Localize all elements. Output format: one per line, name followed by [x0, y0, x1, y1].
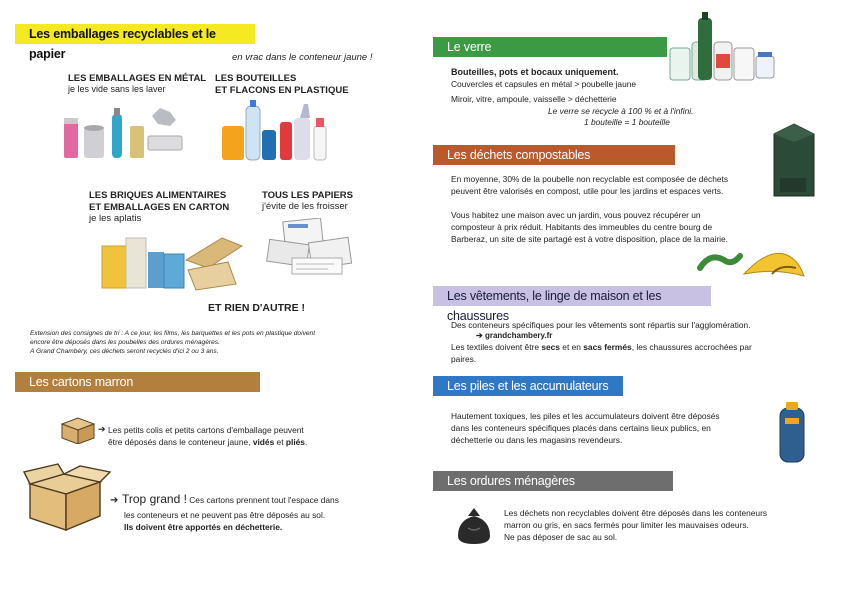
compost-p2-line-2: composteur à prix réduit. Habitants des immeubles du centre bourg de [451, 222, 713, 232]
compost-p1-line-2: peuvent être valorisés en compost, utile pour les jardins et espaces verts. [451, 186, 724, 196]
compost-p2-line-1: Vous habitez une maison avec un jardin, vous pouvez récupérer un [451, 210, 701, 220]
clothes-link-text[interactable]: grandchambery.fr [484, 331, 553, 340]
batteries-line-1: Hautement toxiques, les piles et les accumulateurs doivent être déposés [451, 411, 720, 421]
batteries-heading: Les piles et les accumulateurs [433, 376, 623, 396]
glass-jars-illustration [668, 12, 778, 84]
too-big-text-2: les conteneurs et ne peuvent pas être déposés au sol. [124, 510, 326, 520]
plastic-category-title-1: LES BOUTEILLES [215, 73, 297, 84]
compost-heading: Les déchets compostables [433, 145, 675, 165]
small-cartons-emptied: vidés [252, 437, 275, 447]
small-cartons-text-1: Les petits colis et petits cartons d'emballage peuvent [108, 425, 304, 435]
papers-category-hint: j'évite de les froisser [262, 201, 348, 212]
large-box-icon [22, 462, 114, 532]
metal-category-hint: je les vide sans les laver [68, 84, 166, 94]
clothes-link[interactable]: ➔ grandchambery.fr [476, 331, 553, 340]
food-scraps-illustration [694, 244, 808, 284]
sorting-extension-note-1: Extension des consignes de tri : A ce jour, les films, les barquettes et les pots en plastique doivent [30, 330, 316, 337]
household-line-1: Les déchets non recyclables doivent être déposés dans les conteneurs [504, 508, 768, 518]
glass-line-4: Le verre se recycle à 100 % et à l'infini. [548, 106, 694, 116]
glass-line-3: Miroir, vitre, ampoule, vaisselle > déchetterie [451, 94, 617, 104]
small-cartons-period: . [304, 437, 308, 447]
sorting-extension-note-3: A Grand Chambéry, ces déchets seront recyclés d'ici 2 ou 3 ans. [30, 348, 219, 355]
cartons-category-hint: je les aplatis [89, 213, 142, 224]
cartons-category-title-1: LES BRIQUES ALIMENTAIRES [89, 190, 227, 201]
clothes-line-2e: , les chaussures accrochées par [631, 342, 752, 352]
packaging-subtitle: en vrac dans le conteneur jaune ! [232, 52, 373, 63]
too-big-detail: Ces cartons prennent tout l'espace dans [186, 495, 339, 505]
compost-p2-line-3: Barberaz, un site de site partagé est à votre disposition, place de la mairie. [451, 234, 728, 244]
glass-heading: Le verre [433, 37, 667, 57]
sorting-extension-note-2: encore être déposés dans les poubelles des ordures ménagères. [30, 339, 220, 346]
compost-p1-line-1: En moyenne, 30% de la poubelle non recyclable est composée de déchets [451, 174, 729, 184]
batteries-line-3: déchetterie ou dans les magasins revendeurs. [451, 435, 623, 445]
plastic-bottles-illustration [218, 100, 338, 164]
clothes-line-2a: Les textiles doivent être [451, 342, 542, 352]
clothes-line-2c: et en [559, 342, 584, 352]
papers-category-title: TOUS LES PAPIERS [262, 190, 353, 201]
metal-packaging-illustration [60, 104, 190, 162]
composter-illustration [768, 120, 820, 202]
small-cartons-text-2a: être déposés dans le conteneur jaune, [108, 437, 253, 447]
papers-illustration [262, 218, 357, 280]
small-box-icon [58, 414, 98, 444]
metal-category-title: LES EMBALLAGES EN MÉTAL [68, 73, 207, 84]
trash-bag-icon [454, 506, 494, 546]
cartons-category-title-2: ET EMBALLAGES EN CARTON [89, 202, 230, 213]
glass-line-2: Couvercles et capsules en métal > poubelle jaune [451, 79, 637, 89]
batteries-line-2: dans les conteneurs spécifiques placés dans certains lieux publics, en [451, 423, 711, 433]
arrow-icon: ➔ [98, 424, 106, 434]
battery-collector-illustration [776, 400, 808, 466]
small-cartons-and: et [274, 437, 286, 447]
household-line-3: Ne pas déposer de sac au sol. [504, 532, 618, 542]
glass-line-1: Bouteilles, pots et bocaux uniquement. [451, 67, 619, 77]
glass-line-5: 1 bouteille = 1 bouteille [584, 117, 670, 127]
clothes-line-1: Des conteneurs spécifiques pour les vêtements sont répartis sur l'agglomération. [451, 320, 751, 330]
household-heading: Les ordures ménagères [433, 471, 673, 491]
plastic-category-title-2: ET FLACONS EN PLASTIQUE [215, 85, 349, 96]
clothes-line-3: paires. [451, 354, 477, 364]
nothing-else-heading: ET RIEN D'AUTRE ! [208, 302, 305, 314]
household-line-2: marron ou gris, en sacs fermés pour limiter les mauvaises odeurs. [504, 520, 749, 530]
brown-cartons-heading: Les cartons marron [15, 372, 260, 392]
cartons-illustration [100, 230, 245, 292]
clothes-line-2 [451, 342, 752, 353]
too-big-text-3: Ils doivent être apportés en déchetterie. [124, 522, 283, 532]
clothes-dry: secs [541, 342, 560, 352]
clothes-closed-bags: sacs fermés [583, 342, 632, 352]
clothes-heading: Les vêtements, le linge de maison et les chaussures [433, 286, 711, 306]
packaging-heading: Les emballages recyclables et le papier [15, 24, 255, 44]
too-big-text-1 [122, 492, 339, 507]
too-big-label: Trop grand ! [122, 492, 187, 506]
small-cartons-folded: pliés [285, 437, 305, 447]
arrow-icon-2: ➔ [110, 495, 119, 506]
small-cartons-text-2 [108, 437, 307, 448]
